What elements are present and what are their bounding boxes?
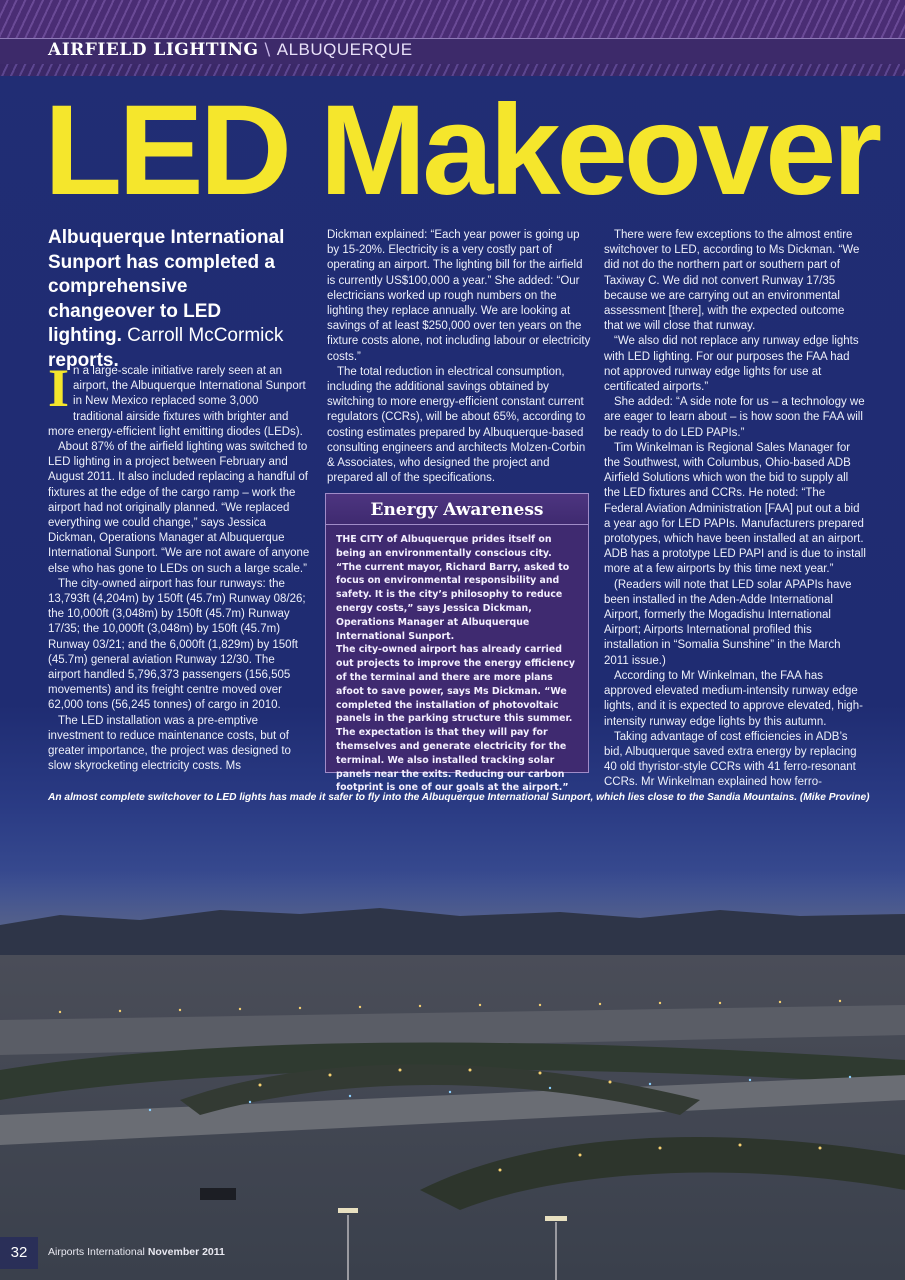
article-paragraph: She added: “A side note for us – a technology we are eager to learn about – is how soon the FAA will be ready to do LED PAPIs.” xyxy=(604,396,865,439)
article-paragraph: Tim Winkelman is Regional Sales Manager for the Southwest, with Columbus, Ohio-based ADB Airfield Solutions which won the bid to supply all the LED fixtures and CCRs. He noted: “The Federal Aviation Administration [FAA] put out a bid a year ago for LED PAPIs. Manufacturers prepared prototypes, which have been installed at an airport. ADB has a prototype LED PAPI and is due to install more at a few airports by this time next year.” xyxy=(604,441,866,576)
article-paragraph: In a large-scale initiative rarely seen at an airport, the Albuquerque International Sunport in New Mexico replaced some 3,000 traditional airside fixtures with brighter and more energy-efficient light emitting diodes (LEDs). xyxy=(48,358,306,438)
sidebar-body xyxy=(326,525,588,795)
photo-caption: An almost complete switchover to LED lights has made it safer to fly into the Albuquerque International Sunport, which lies close to the Sandia Mountains. (Mike Provine) xyxy=(48,792,870,803)
sidebar-paragraph: The city-owned airport has already carried out projects to improve the energy efficiency of the terminal and there are more plans afoot to save power, says Ms Dickman. “We completed the installation of photovoltaic panels in the parking structure this summer. The expectation is that they will pay for themselves and generate electricity for the terminal. We also installed tracking solar panels near the exits. Reducing our carbon footprint is one of our goals at the airport.” xyxy=(336,644,575,794)
section-category: AIRFIELD LIGHTING xyxy=(48,40,259,60)
article-paragraph: The total reduction in electrical consumption, including the additional savings obtained by switching to more energy-efficient constant current regulators (CCRs), will be about 65%, according to costing estimates prepared by Albuquerque-based consulting engineers and architects Molzen-Corbin & Associates, who designed the project and prepared all of the specifications. xyxy=(327,365,586,485)
airfield-night-photo xyxy=(0,870,905,1280)
article-paragraph: There were few exceptions to the almost entire switchover to LED, according to Ms Dickman. “We did not do the northern part or southern part of Taxiway C. We did not convert Runway 17/35 because we are carrying out an environmental assessment [there], with the expected outcome that we will close that runway. xyxy=(604,229,860,333)
article-paragraph: About 87% of the airfield lighting was switched to LED lighting in a project between February and August 2011. It also included replacing a handful of fixtures at the edge of the cargo ramp – work the airport had not originally planned. “We replaced everything we could change,” says Jessica Dickman, Operations Manager at Albuquerque International Sunport. “We are not aware of anyone else who has gone to LEDs on such a large scale.” xyxy=(48,441,310,575)
page-footer xyxy=(0,1237,905,1269)
article-column-2 xyxy=(327,228,591,486)
standfirst xyxy=(48,226,298,373)
drop-cap: I xyxy=(48,358,70,418)
standfirst-suffix: reports. xyxy=(48,349,119,371)
energy-awareness-sidebar xyxy=(325,493,589,794)
article-paragraph: The LED installation was a pre-emptive investment to reduce maintenance costs, but of greater importance, the project was designed to slow skyrocketing electricity costs. Ms xyxy=(48,714,291,773)
headline: LED Makeover xyxy=(44,79,879,222)
section-label xyxy=(48,40,413,60)
standfirst-lead: Albuquerque International Sunport has completed a comprehensive changeover to LED lighting. xyxy=(48,227,285,346)
section-location: ALBUQUERQUE xyxy=(276,40,413,59)
article-column-3 xyxy=(604,228,866,791)
article-paragraph: (Readers will note that LED solar APAPIs have been installed in the Aden-Adde International Airport, formerly the Mogadishu International Airport; Airports International profiled this installation in “Somalia Sunshine” in the March 2011 issue.) xyxy=(604,578,852,667)
section-separator: \ xyxy=(264,40,271,60)
header-pattern-band xyxy=(0,0,905,38)
article-paragraph: Dickman explained: “Each year power is going up by 15-20%. Electricity is a very costly part of operating an airport. The lighting bill for the airfield is currently US$100,000 a year.” She added: “Our electricians worked up rough numbers on the lighting they replace annually. We are looking at savings of at least $250,000 over ten years on the fixture costs alone, not including labour or electricity costs.” xyxy=(327,229,591,363)
publication-line xyxy=(48,1246,225,1258)
standfirst-author: Carroll McCormick xyxy=(127,325,284,346)
sidebar-title: Energy Awareness xyxy=(326,494,588,525)
issue-date: November 2011 xyxy=(147,1246,225,1258)
sidebar-paragraph: THE CITY of Albuquerque prides itself on being an environmentally conscious city. “The current mayor, Richard Barry, asked to focus on environmental responsibility and safety. It is the city’s philosophy to reduce energy costs,” says Jessica Dickman, Operations Manager at Albuquerque International Sunport. xyxy=(336,534,570,642)
article-paragraph: Taking advantage of cost efficiencies in ADB’s bid, Albuquerque saved extra energy by replacing 40 old thyristor-style CCRs with 41 ferro-resonant CCRs. Mr Winkelman explained how ferro- xyxy=(604,730,857,789)
article-paragraph: The city-owned airport has four runways: the 13,793ft (4,204m) by 150ft (45.7m) Runway 08/26; the 10,000ft (3,048m) by 150ft (45.7m) Runway 17/35; the 10,000ft (3,048m) by 150ft (45.7m) Runway 03/21; and the 6,000ft (1,829m) by 150ft (45.7m) general aviation Runway 12/30. The airport handled 5,796,373 passengers (156,505 movements) and its freight centre moved over 62,000 tons (56,245 tonnes) of cargo in 2010. xyxy=(48,577,306,712)
header-pattern-stripe xyxy=(0,64,905,76)
page-number: 32 xyxy=(0,1237,38,1269)
publication-name: Airports International xyxy=(48,1246,145,1258)
article-paragraph: According to Mr Winkelman, the FAA has approved elevated medium-intensity runway edge lights, and it is expected to approve elevated, high-intensity runway edge lights by this autumn. xyxy=(604,669,863,728)
article-paragraph: “We also did not replace any runway edge lights with LED lighting. For our purposes the FAA had not approved runway edge lights for use at certificated airports.” xyxy=(604,335,859,394)
